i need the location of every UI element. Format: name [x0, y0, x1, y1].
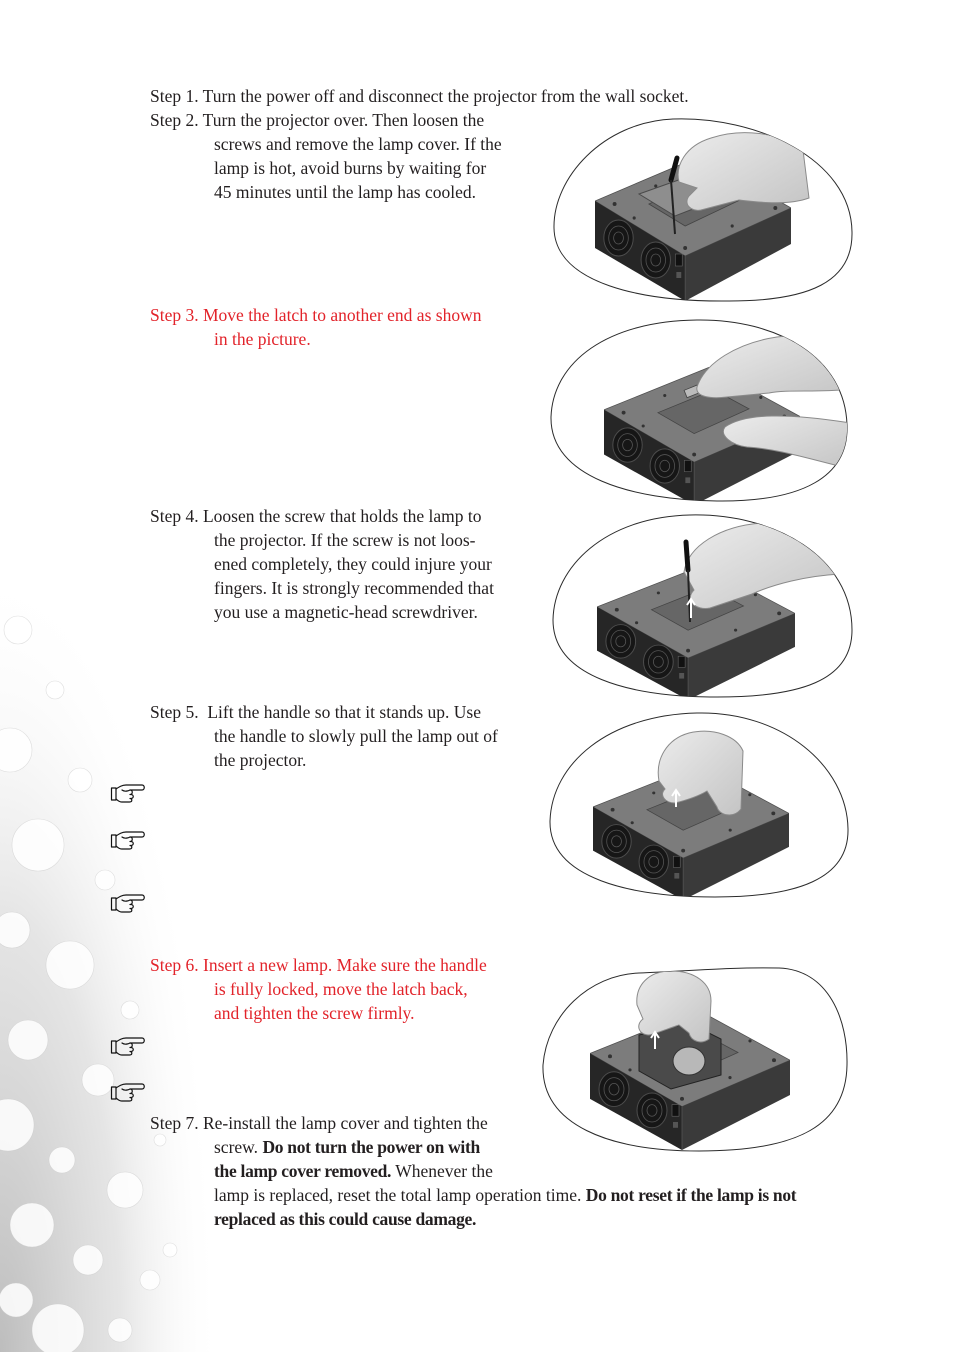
pointing-hand-icon: [110, 829, 146, 851]
step-6: [150, 953, 487, 1025]
step-7-warning: Do not reset if the lamp is not: [585, 1185, 797, 1205]
lamp-bulb: [673, 1047, 705, 1075]
step-4-line: Step 4. Loosen the screw that holds the lamp to: [150, 506, 482, 526]
step-7-line: [150, 1183, 796, 1207]
step-1-line: Step 1. Turn the power off and disconnect the projector from the wall socket.: [150, 86, 689, 106]
step-3-line: Step 3. Move the latch to another end as shown: [150, 305, 482, 325]
step-1: [150, 84, 689, 108]
step-7-warning: the lamp cover removed.: [214, 1161, 392, 1181]
screwdriver: [686, 542, 688, 570]
step-3-line: in the picture.: [214, 329, 311, 349]
step-4: [150, 504, 494, 624]
insert-new-lamp-figure: [539, 965, 850, 1153]
step-2-line: lamp is hot, avoid burns by waiting for: [214, 158, 487, 178]
step-5-line: Step 5. Lift the handle so that it stands up. Use: [150, 702, 481, 722]
step-7-line: Step 7. Re-install the lamp cover and tighten the: [150, 1113, 488, 1133]
move-latch-figure: [547, 317, 852, 505]
step-7-text: Whenever the: [391, 1161, 493, 1181]
step-2-line: screws and remove the lamp cover. If the: [214, 134, 502, 154]
step-7-line: [150, 1159, 796, 1183]
remove-lamp-cover-figure: [551, 116, 855, 304]
step-4-line: the projector. If the screw is not loos-: [214, 530, 476, 550]
lift-lamp-handle-figure: [547, 711, 852, 899]
step-7-line: [150, 1207, 796, 1231]
pointing-hand-icon: [110, 1081, 146, 1103]
step-6-line: is fully locked, move the latch back,: [214, 979, 468, 999]
step-7-warning: replaced as this could cause damage.: [214, 1209, 477, 1229]
step-6-line: Step 6. Insert a new lamp. Make sure the handle: [150, 955, 487, 975]
step-7-warning: Do not turn the power on with: [262, 1137, 480, 1157]
step-2: [150, 108, 502, 204]
step-7-text: screw.: [214, 1137, 263, 1157]
step-5-line: the projector.: [214, 750, 307, 770]
step-2-line: 45 minutes until the lamp has cooled.: [214, 182, 476, 202]
step-7-text: lamp is replaced, reset the total lamp operation time.: [214, 1185, 586, 1205]
pointing-hand-icon: [110, 782, 146, 804]
step-4-line: you use a magnetic-head screwdriver.: [214, 602, 478, 622]
loosen-lamp-screw-figure: [550, 512, 855, 700]
step-5-line: the handle to slowly pull the lamp out of: [214, 726, 498, 746]
step-3: [150, 303, 481, 351]
step-4-line: fingers. It is strongly recommended that: [214, 578, 494, 598]
step-6-line: and tighten the screw firmly.: [214, 1003, 415, 1023]
step-2-line: Step 2. Turn the projector over. Then loosen the: [150, 110, 485, 130]
pointing-hand-icon: [110, 1035, 146, 1057]
step-5: [150, 700, 498, 772]
pointing-hand-icon: [110, 892, 146, 914]
step-4-line: ened completely, they could injure your: [214, 554, 492, 574]
